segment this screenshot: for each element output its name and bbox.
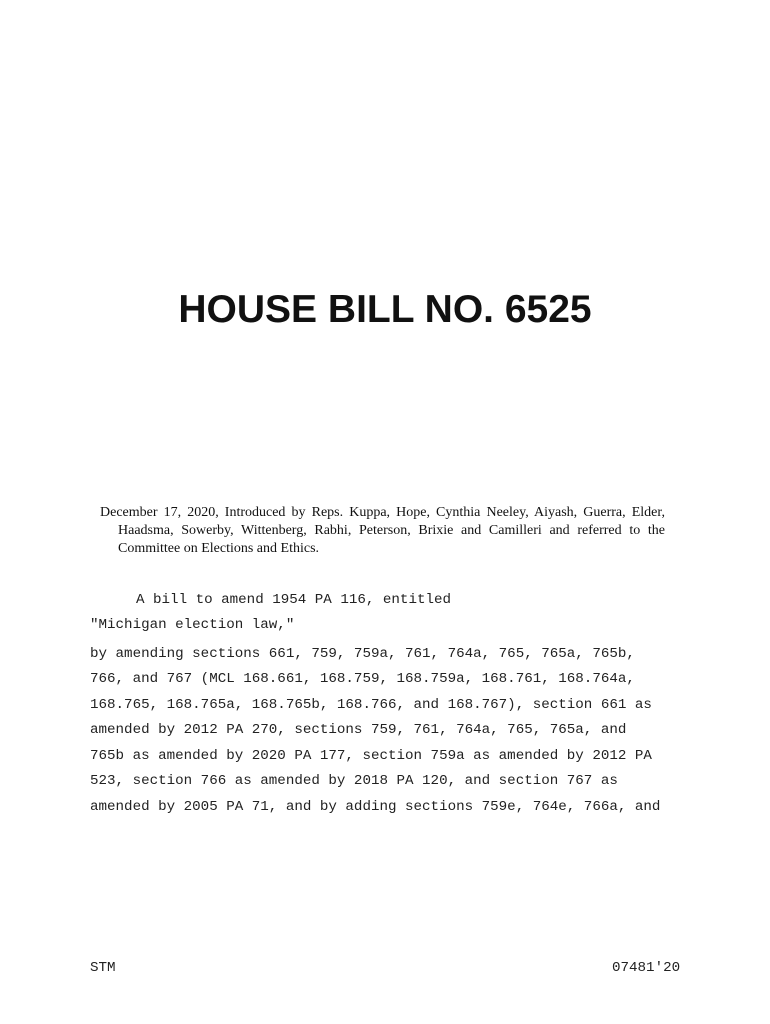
body-line-7: amended by 2005 PA 71, and by adding sections 759e, 764e, 766a, and [90,799,661,815]
bill-title: HOUSE BILL NO. 6525 [178,288,592,331]
body-line-6: 523, section 766 as amended by 2018 PA 120, and section 767 as [90,773,618,789]
body-line-4: amended by 2012 PA 270, sections 759, 761, 764a, 765, 765a, and [90,722,627,738]
opening-line: A bill to amend 1954 PA 116, entitled [136,592,452,608]
footer-initials: STM [90,960,116,976]
introduction-note: December 17, 2020, Introduced by Reps. Kuppa, Hope, Cynthia Neeley, Aiyash, Guerra, Elder, Haadsma, Sowerby, Wittenberg, Rabhi, Peterson, Brixie and Camilleri and referred to the Committee on Elections and Ethics. [100,505,665,556]
body-line-5: 765b as amended by 2020 PA 177, section 759a as amended by 2012 PA [90,748,652,764]
footer-code: 07481'20 [612,960,681,976]
body-line-1: by amending sections 661, 759, 759a, 761, 764a, 765, 765a, 765b, [90,646,635,662]
body-line-3: 168.765, 168.765a, 168.765b, 168.766, and 168.767), section 661 as [90,697,652,713]
law-title: "Michigan election law," [90,617,295,633]
body-line-2: 766, and 767 (MCL 168.661, 168.759, 168.759a, 168.761, 168.764a, [90,671,635,687]
